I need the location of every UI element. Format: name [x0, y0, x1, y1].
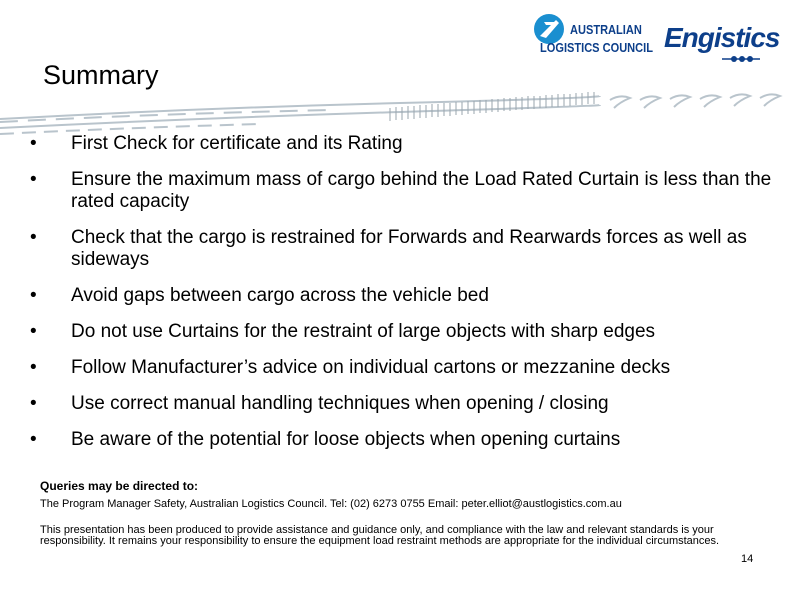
- bullet-text: Do not use Curtains for the restraint of large objects with sharp edges: [71, 321, 656, 342]
- bullet-marker: •: [30, 357, 37, 378]
- alc-logo: [530, 10, 655, 66]
- bullet-marker: •: [30, 285, 37, 306]
- bullet-text: Avoid gaps between cargo across the vehicle bed: [71, 285, 489, 306]
- engistics-logo: Engistics: [664, 22, 780, 53]
- bullet-marker: •: [30, 133, 37, 154]
- list-item: [30, 429, 780, 451]
- engistics-swoosh-icon: [722, 54, 762, 64]
- list-item: [30, 357, 780, 379]
- bullet-text: First Check for certificate and its Rating: [71, 133, 403, 154]
- list-item: [30, 133, 780, 155]
- disclaimer-text: This presentation has been produced to provide assistance and guidance only, and compliance with the law and relevant standards is your responsibility. It remains your responsibility to ensure the equipment load restraint methods are appropriate for the individual circumstances.: [40, 524, 720, 547]
- list-item: [30, 285, 780, 307]
- list-item: [30, 321, 780, 343]
- bullet-marker: •: [30, 321, 37, 342]
- bullet-text: Ensure the maximum mass of cargo behind the Load Rated Curtain is less than the rated capacity: [71, 169, 772, 212]
- list-item: [30, 227, 780, 271]
- bullet-marker: •: [30, 393, 37, 414]
- alc-logo-line1: AUSTRALIAN: [570, 22, 642, 37]
- bullet-marker: •: [30, 227, 37, 248]
- bullet-text: Follow Manufacturer’s advice on individual cartons or mezzanine decks: [71, 357, 671, 378]
- queries-contact: The Program Manager Safety, Australian Logistics Council. Tel: (02) 6273 0755 Email: peter.elliot@austlogistics.com.au: [40, 498, 622, 510]
- bullet-marker: •: [30, 169, 37, 190]
- bullet-text: Check that the cargo is restrained for Forwards and Rearwards forces as well as sideways: [71, 227, 747, 270]
- page-number: 14: [741, 553, 754, 565]
- list-item: [30, 393, 780, 415]
- queries-heading: Queries may be directed to:: [40, 479, 199, 493]
- slide-title: Summary: [43, 60, 159, 90]
- alc-logo-line2: LOGISTICS COUNCIL: [540, 40, 653, 55]
- header-logos: [530, 8, 780, 68]
- summary-bullet-list: [30, 133, 780, 465]
- list-item: [30, 169, 780, 213]
- bullet-text: Use correct manual handling techniques when opening / closing: [71, 393, 609, 414]
- bullet-marker: •: [30, 429, 37, 450]
- bullet-text: Be aware of the potential for loose objects when opening curtains: [71, 429, 621, 450]
